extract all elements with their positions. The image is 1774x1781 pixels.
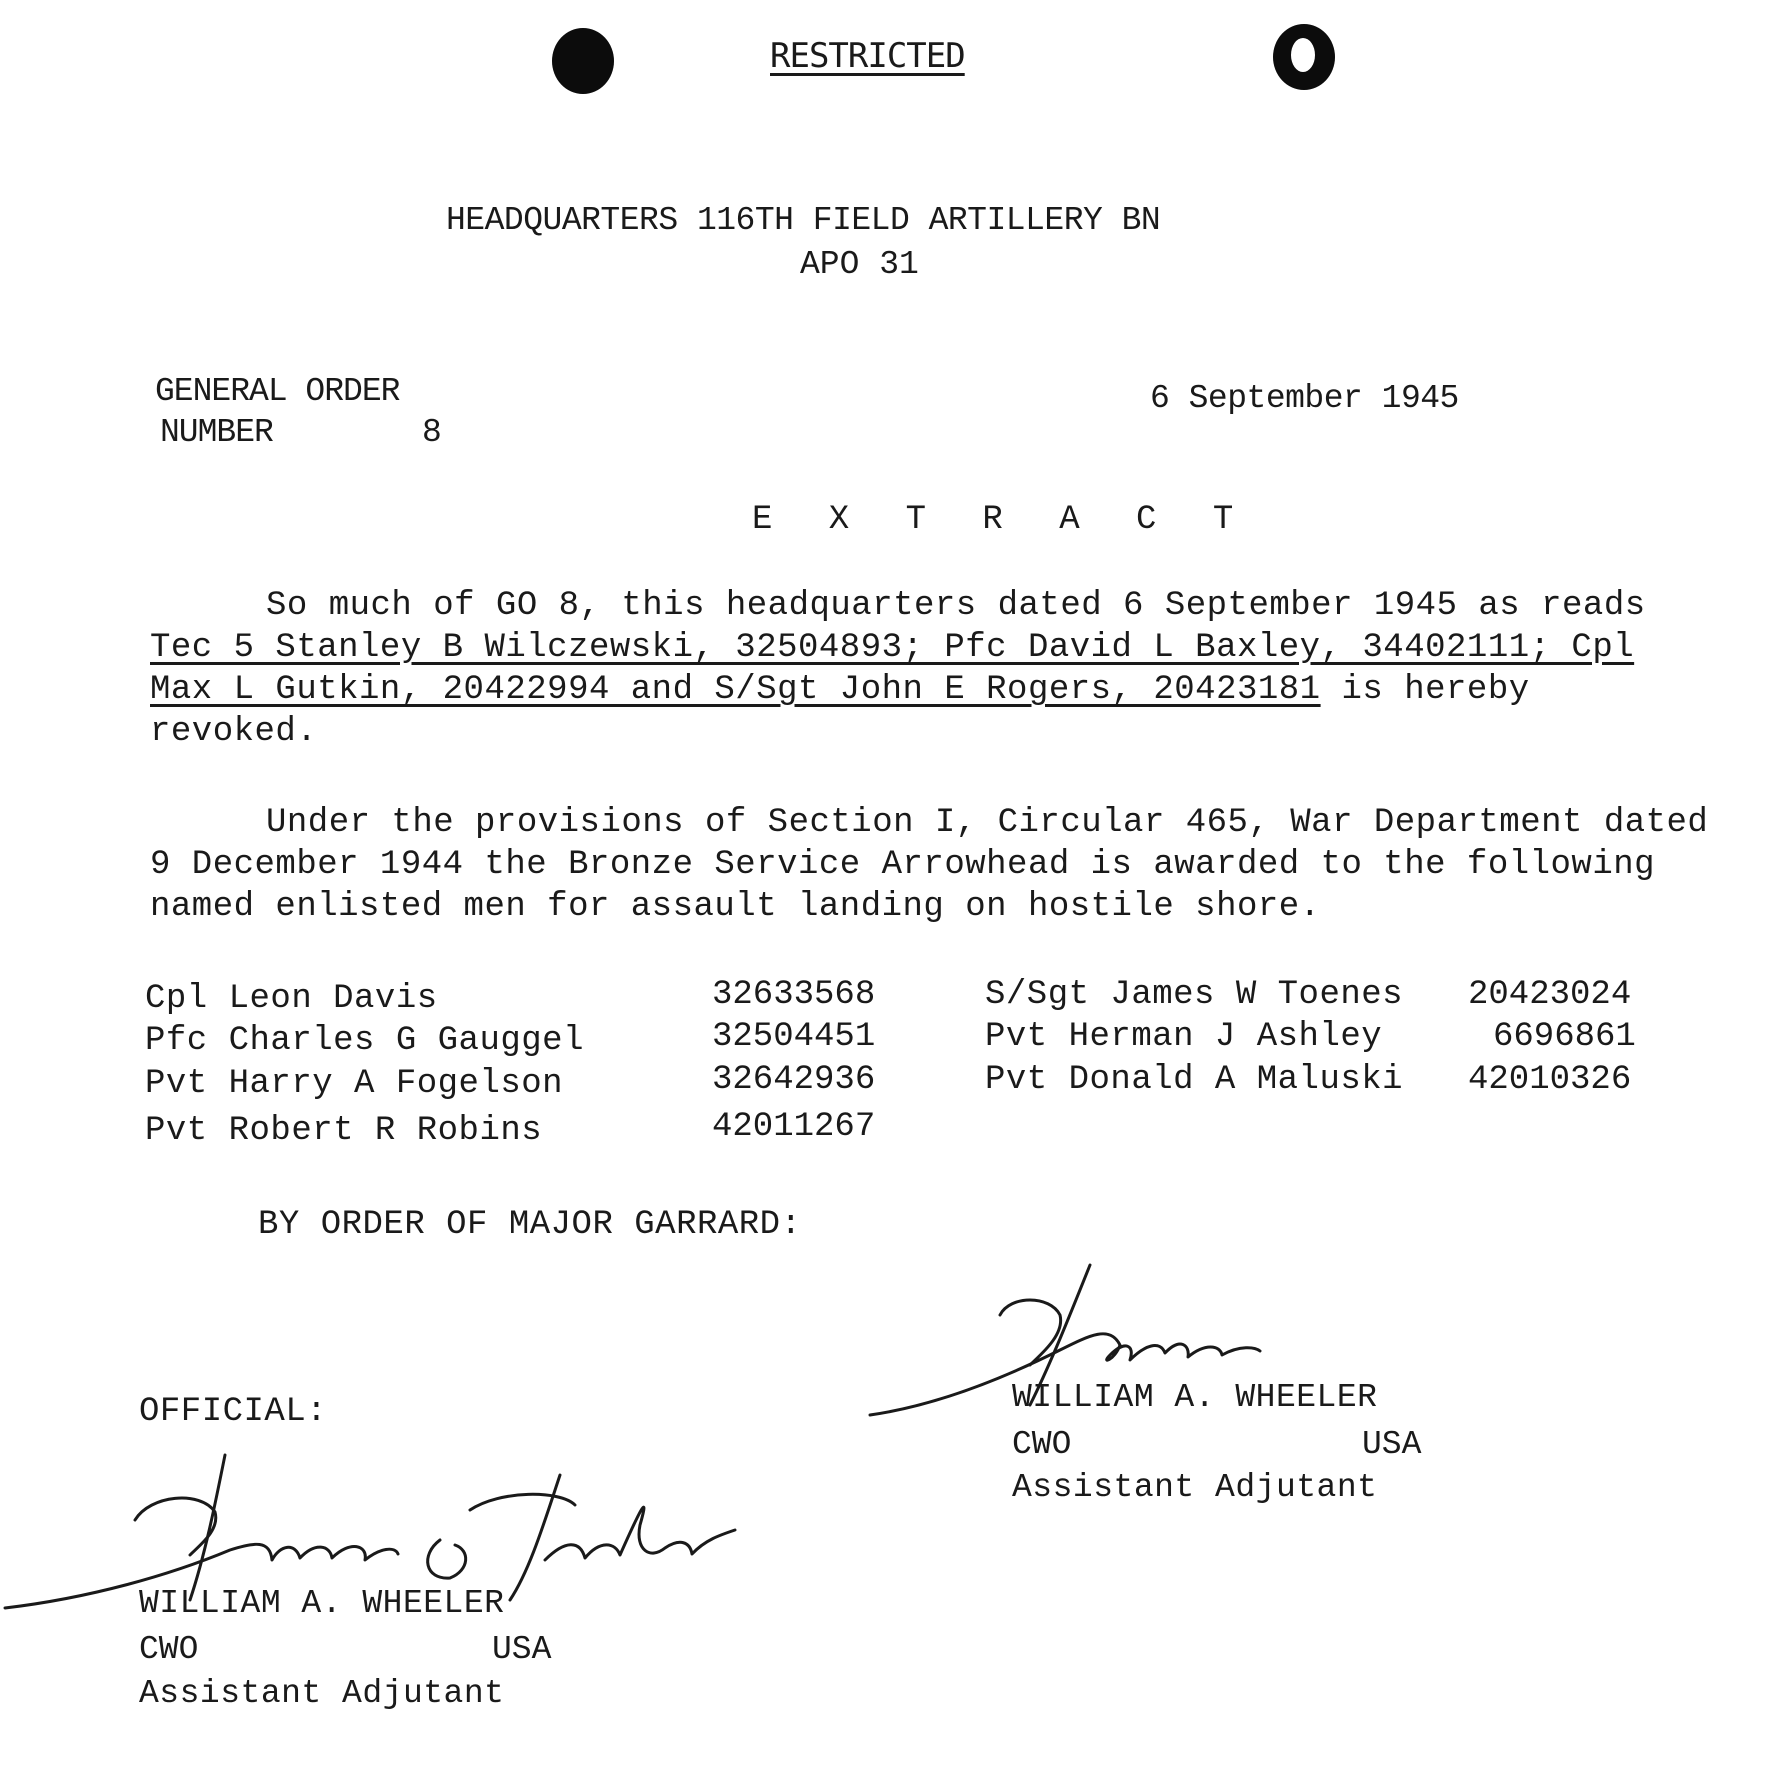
by-order-line: BY ORDER OF MAJOR GARRARD: [258,1206,802,1244]
signer-name-right: WILLIAM A. WHEELER [1012,1379,1378,1416]
official-label: OFFICIAL: [139,1393,328,1431]
award-text: Under the provisions of Section I, Circular 465, War Department dated 9 December 1944 the Bronze Service Arrowhead is awarded to the following named enlisted men for assault landing on hostile shore. [150,804,1709,926]
roster-name: S/Sgt James W Toenes [985,976,1404,1014]
roster-serial: 32642936 [712,1061,876,1099]
roster-serial: 6696861 [1493,1018,1636,1056]
general-order-label: GENERAL ORDER [155,373,400,410]
roster-name: Pfc Charles G Gauggel [145,1022,584,1060]
roster-name: Pvt Robert R Robins [145,1112,543,1150]
apo-heading: APO 31 [800,246,919,283]
order-date: 6 September 1945 [1150,380,1459,417]
roster-name: Pvt Herman J Ashley [985,1018,1383,1056]
roster-name: Cpl Leon Davis [145,980,438,1018]
roster-name: Pvt Harry A Fogelson [145,1065,564,1103]
punch-hole-left [552,28,614,94]
signer-rank-left: CWO [139,1631,199,1668]
revocation-paragraph [150,585,1710,753]
extract-heading: E X T R A C T [752,501,1252,539]
signer-title-right: Assistant Adjutant [1012,1469,1378,1506]
punch-hole-right [1273,24,1335,90]
classification-marking: RESTRICTED [770,36,965,76]
order-number-label: NUMBER [160,414,273,451]
signer-branch-right: USA [1362,1426,1422,1463]
unit-heading: HEADQUARTERS 116TH FIELD ARTILLERY BN [446,202,1161,239]
order-number: 8 [422,414,442,451]
award-paragraph [150,802,1710,928]
revocation-lead: So much of GO 8, this headquarters dated 6 September 1945 as reads [266,587,1646,625]
revocation-tail: is hereby revoked. [150,671,1530,751]
signer-branch-left: USA [492,1631,552,1668]
roster-name: Pvt Donald A Maluski [985,1061,1404,1099]
signer-name-left: WILLIAM A. WHEELER [139,1585,505,1622]
revoked-names: Tec 5 Stanley B Wilczewski, 32504893; Pfc David L Baxley, 34402111; Cpl Max L Gutkin, 20422994 and S/Sgt John E Rogers, 20423181 [150,629,1635,709]
roster-serial: 42011267 [712,1108,876,1146]
roster-serial: 32633568 [712,976,876,1014]
signer-rank-right: CWO [1012,1426,1072,1463]
roster-serial: 32504451 [712,1018,876,1056]
roster-serial: 42010326 [1468,1061,1632,1099]
roster-serial: 20423024 [1468,976,1632,1014]
signer-title-left: Assistant Adjutant [139,1675,505,1712]
